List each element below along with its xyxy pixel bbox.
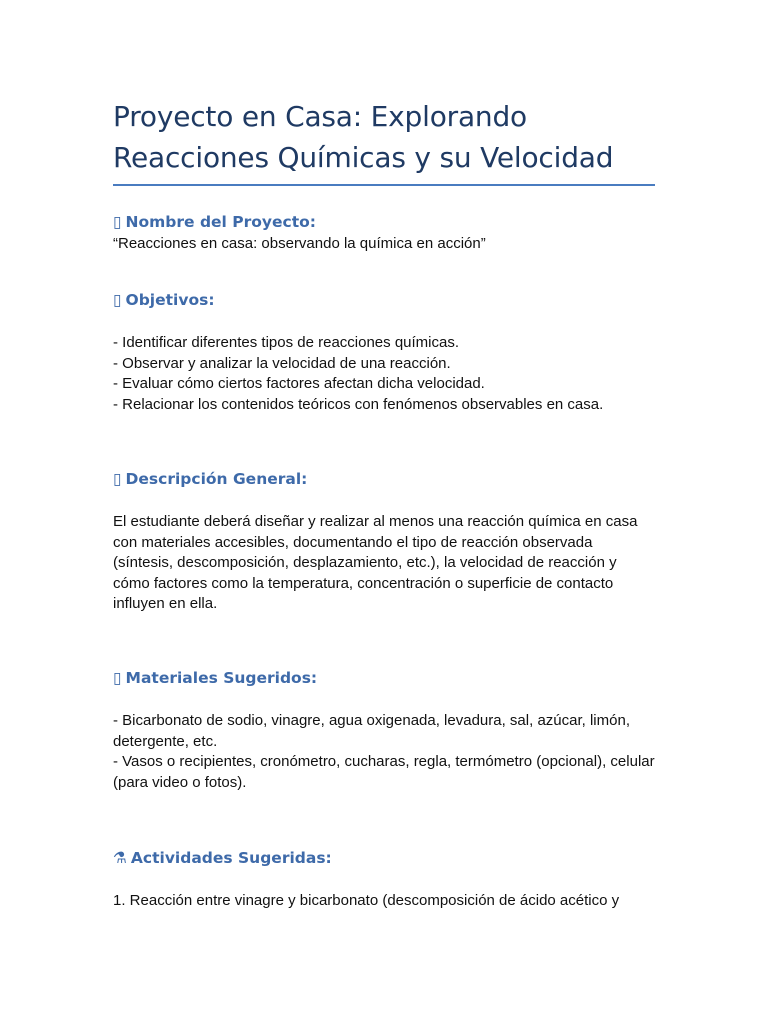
heading-label: Materiales Sugeridos: [125,669,318,687]
document-page [113,96,656,909]
missing-glyph-icon: ▯ [113,291,122,309]
alembic-icon: ⚗ [113,849,127,867]
list-item: 1. Reacción entre vinagre y bicarbonato (descomposición de ácido acético y [113,892,620,909]
section-heading [113,290,656,310]
list-item: - Relacionar los contenidos teóricos con fenómenos observables en casa. [113,395,604,413]
missing-glyph-icon: ▯ [113,470,122,488]
heading-label: Descripción General: [125,470,308,488]
list-item: - Observar y analizar la velocidad de una reacción. [113,354,451,372]
section-heading [113,469,656,489]
section-objectives [113,290,656,415]
list-item: - Bicarbonato de sodio, vinagre, agua oxigenada, levadura, sal, azúcar, limón, detergente, etc. [113,712,630,750]
section-description [113,469,656,615]
section-project-name [113,212,656,255]
heading-label: Actividades Sugeridas: [130,849,332,867]
heading-label: Nombre del Proyecto: [125,213,316,231]
objectives-list [113,333,656,415]
description-text: El estudiante deberá diseñar y realizar al menos una reacción química en casa con materiales accesibles, documentando el tipo de reacción observada (síntesis, descomposición, desplazamiento, etc.), la velocidad de reacción y cómo factores como la temperatura, concentración o superficie de contacto influyen en ella. [113,513,638,613]
section-materials [113,668,656,793]
activities-list [113,891,656,912]
title-underline-rule [113,184,655,186]
section-heading [113,848,656,868]
materials-list [113,711,656,793]
title-line-1: Proyecto en Casa: Explorando [113,100,527,133]
list-item: - Vasos o recipientes, cronómetro, cucharas, regla, termómetro (opcional), celular (para video o fotos). [113,753,655,791]
section-heading [113,668,656,688]
document-title [113,96,656,178]
list-item: - Evaluar cómo ciertos factores afectan dicha velocidad. [113,375,485,393]
title-line-2: Reacciones Químicas y su Velocidad [113,141,614,174]
section-heading [113,212,656,232]
missing-glyph-icon: ▯ [113,669,122,687]
list-item: - Identificar diferentes tipos de reacciones químicas. [113,334,460,351]
section-activities [113,848,656,912]
project-name-text: “Reacciones en casa: observando la química en acción” [113,235,486,252]
heading-label: Objetivos: [125,291,215,309]
missing-glyph-icon: ▯ [113,213,122,231]
